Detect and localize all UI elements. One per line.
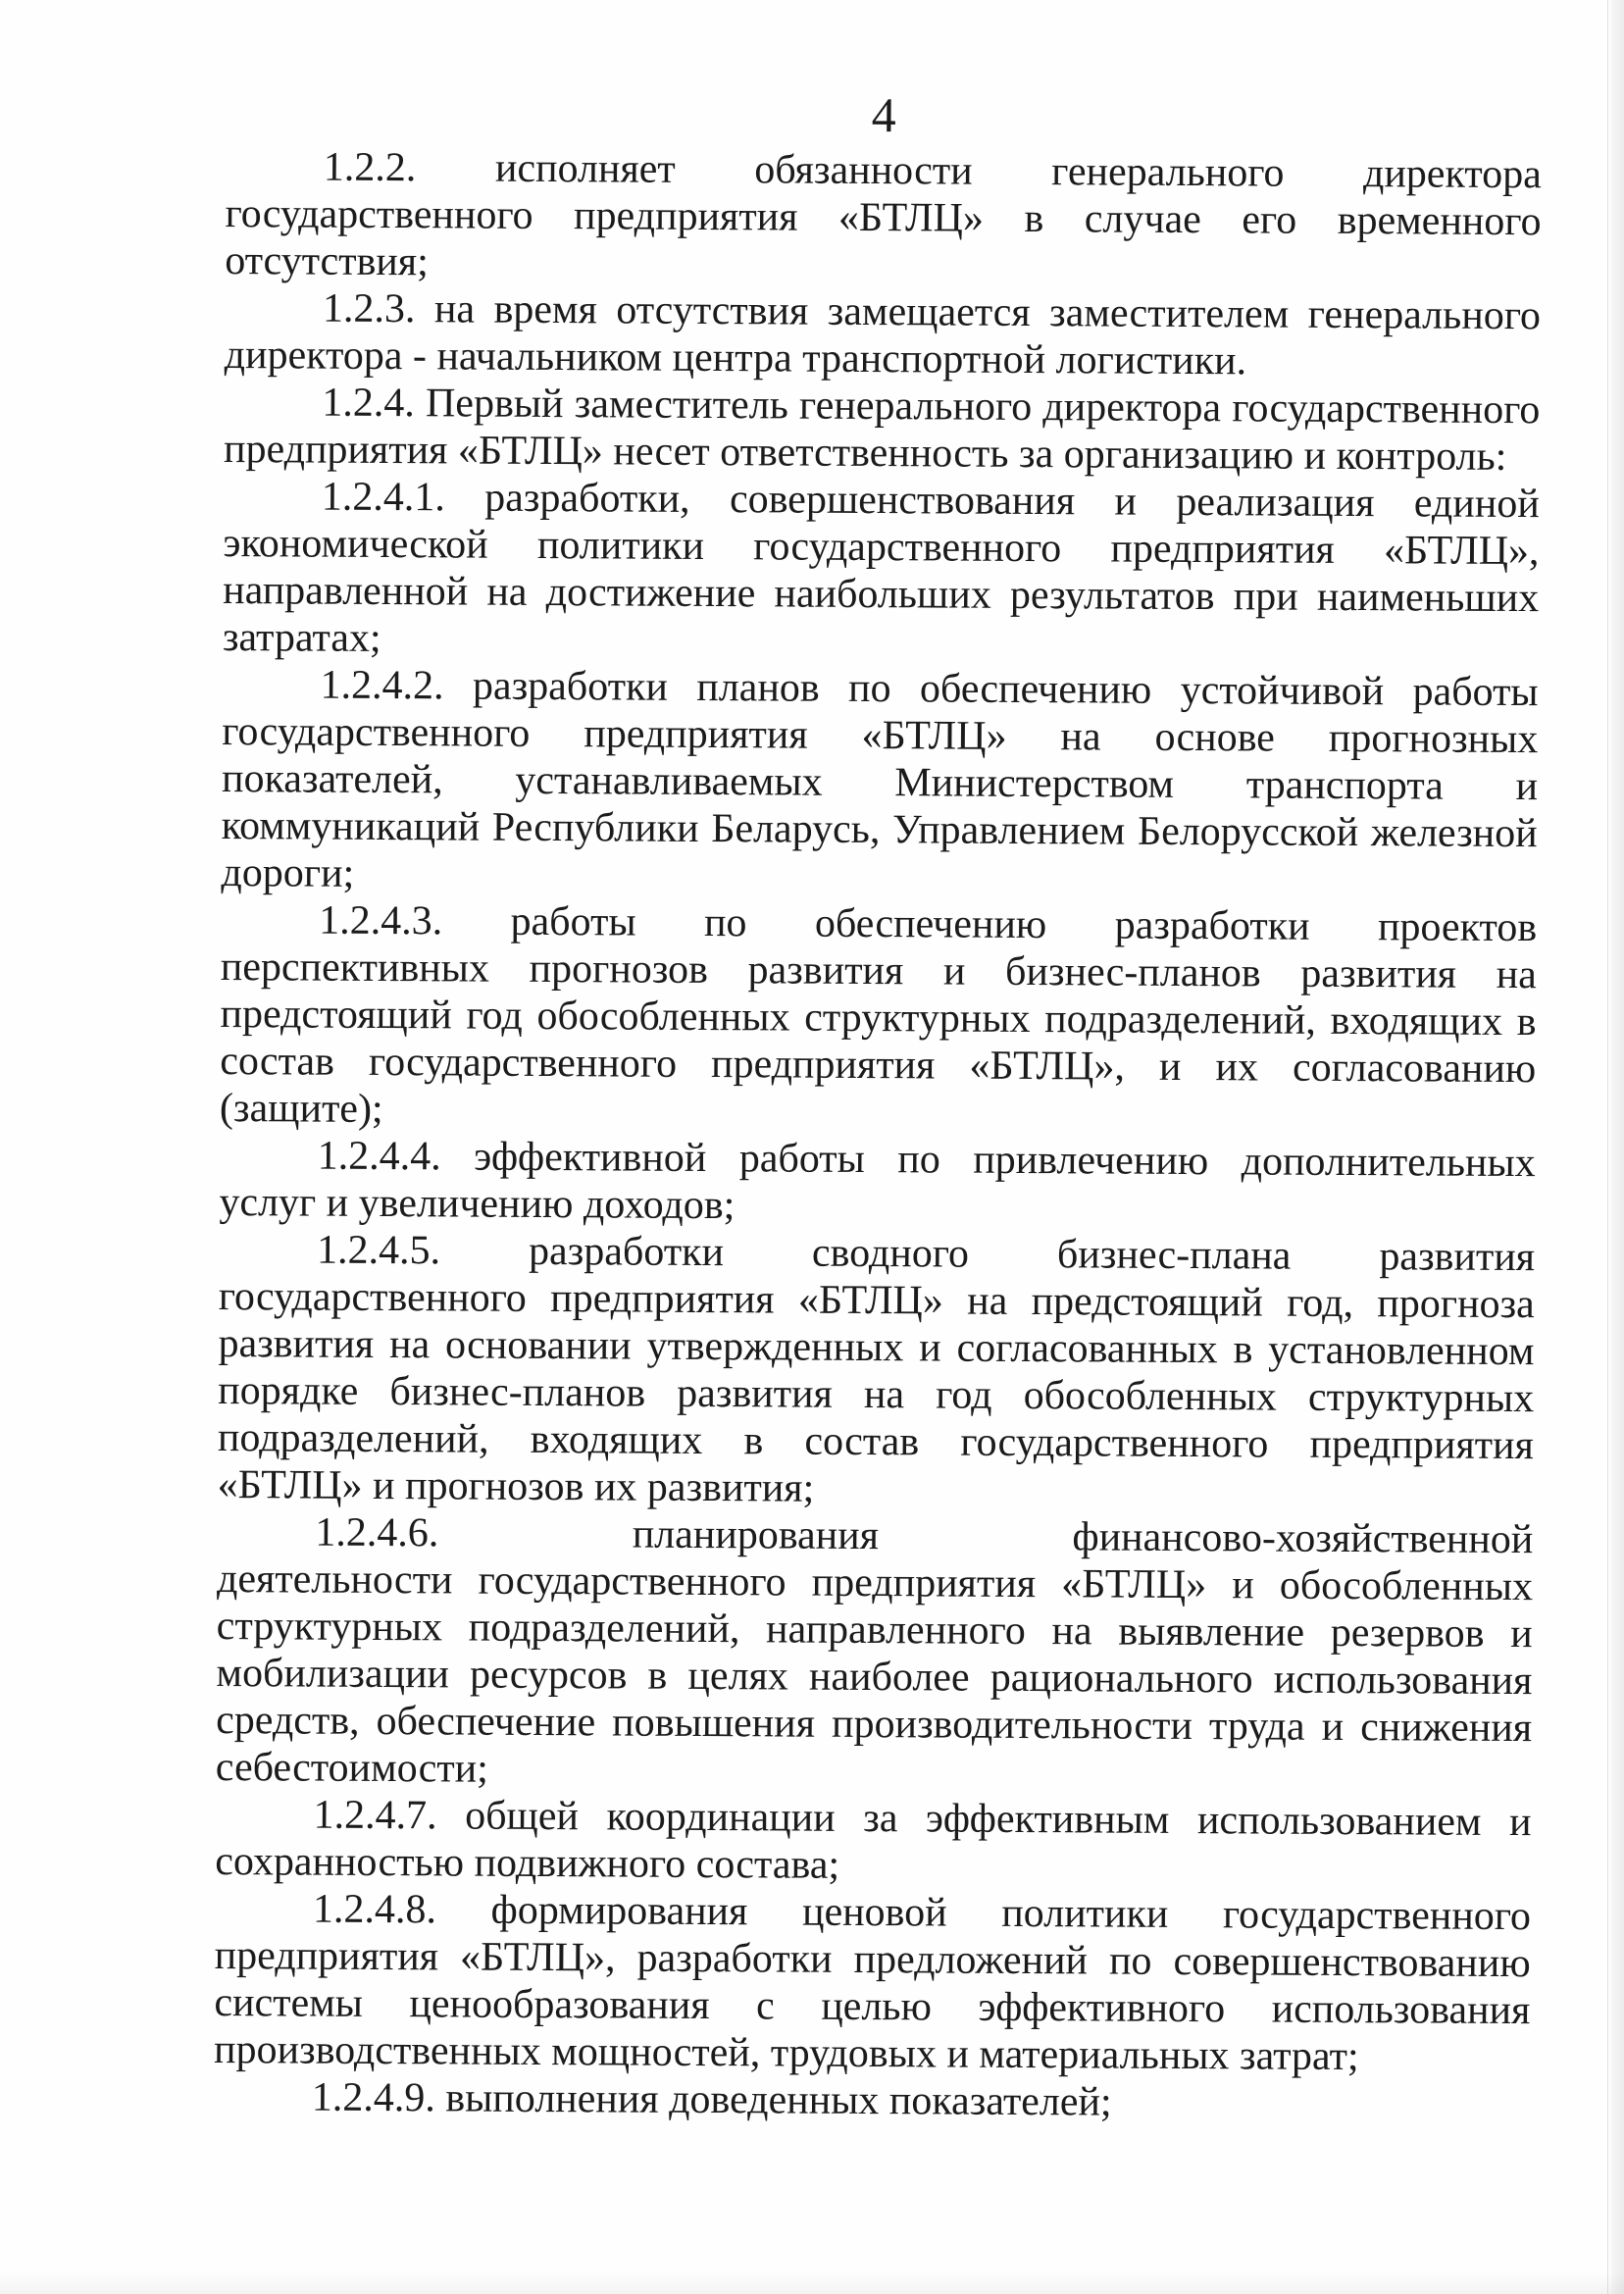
paragraph-1-2-3: [225, 284, 1542, 386]
text-line: 1.2.4.5. разработки сводного бизнес-плана развития: [316, 1227, 1536, 1281]
text-line: предприятия «БТЛЦ» несет ответственность за организацию и контроль:: [223, 426, 1507, 480]
paragraph-1-2-4-4: [219, 1132, 1536, 1234]
text-line: предстоящий год обособленных структурных подразделений, входящих в: [220, 991, 1537, 1045]
text-line: показателей, устанавливаемых Министерством транспорта и: [221, 755, 1539, 810]
page-number: 4: [871, 87, 896, 143]
text-line: 1.2.4.1. разработки, совершенствования и реализация единой: [321, 474, 1540, 528]
text-line: 1.2.4.6. планирования финансово-хозяйственной: [315, 1509, 1534, 1563]
text-line: коммуникаций Республики Беларусь, Управлением Белорусской железной: [221, 802, 1538, 857]
text-line: подразделений, входящих в состав государственного предприятия: [217, 1414, 1535, 1469]
scan-edge-artifact-right: [1607, 0, 1624, 2294]
paragraph-1-2-4-8: [214, 1885, 1531, 2081]
text-line: деятельности государственного предприятия «БТЛЦ» и обособленных: [216, 1555, 1534, 1610]
text-line: 1.2.4.3. работы по обеспечению разработки проектов: [319, 897, 1538, 951]
paragraph-1-2-4-1: [223, 473, 1540, 669]
text-line: 1.2.4.9. выполнения доведенных показателей;: [311, 2074, 1112, 2125]
paragraph-1-2-4-9: [214, 2073, 1530, 2128]
paragraph-1-2-4: [224, 379, 1541, 481]
paragraph-1-2-4-5: [217, 1226, 1535, 1516]
text-line: государственного предприятия «БТЛЦ» на предстоящий год, прогноза: [218, 1273, 1535, 1328]
paragraph-1-2-4-6: [216, 1508, 1534, 1799]
paragraph-1-2-4-7: [215, 1791, 1532, 1893]
text-line: 1.2.4.2. разработки планов по обеспечению устойчивой работы: [320, 662, 1539, 716]
text-line: экономической политики государственного предприятия «БТЛЦ»,: [223, 520, 1540, 575]
paragraph-1-2-2: [225, 143, 1542, 292]
text-line: 1.2.3. на время отсутствия замещается заместителем генерального: [322, 285, 1542, 339]
text-line: государственного предприятия «БТЛЦ» в случае его временного: [225, 190, 1542, 245]
paragraph-1-2-4-2: [221, 661, 1538, 904]
text-line: 1.2.4.4. эффективной работы по привлечению дополнительных: [317, 1133, 1536, 1187]
text-line: структурных подразделений, направленного на выявление резервов и: [216, 1603, 1533, 1657]
text-line: 1.2.2. исполняет обязанности генерального директора: [323, 144, 1542, 198]
text-line: 1.2.4. Первый заместитель генерального директора государственного: [322, 380, 1541, 433]
text-line: отсутствия;: [225, 237, 429, 285]
text-line: директора - начальником центра транспортной логистики.: [224, 331, 1247, 384]
text-line: состав государственного предприятия «БТЛЦ», и их согласованию: [220, 1038, 1537, 1093]
text-line: направленной на достижение наибольших результатов при наименьших: [223, 567, 1540, 622]
text-line: средств, обеспечение повышения производительности труда и снижения: [216, 1697, 1533, 1752]
text-line: государственного предприятия «БТЛЦ» на основе прогнозных: [222, 708, 1539, 763]
text-line: порядке бизнес-планов развития на год обособленных структурных: [218, 1367, 1535, 1422]
text-line: услуг и увеличению доходов;: [219, 1179, 736, 1229]
page-content: [213, 87, 1542, 2128]
text-line: затратах;: [222, 614, 381, 661]
text-line: (защите);: [219, 1085, 383, 1132]
text-line: перспективных прогнозов развития и бизнес-планов развития на: [220, 943, 1537, 998]
text-line: 1.2.4.8. формирования ценовой политики государственного: [312, 1886, 1532, 1940]
text-line: 1.2.4.7. общей координации за эффективным использованием и: [313, 1792, 1532, 1846]
text-line: дороги;: [221, 849, 355, 896]
paragraph-1-2-4-3: [220, 896, 1537, 1140]
text-line: предприятия «БТЛЦ», разработки предложений по совершенствованию: [214, 1932, 1531, 1987]
text-line: сохранностью подвижного состава;: [215, 1838, 840, 1888]
scan-edge-artifact-bottom: [0, 2272, 1624, 2294]
text-line: системы ценообразования с целью эффективного использования: [214, 1979, 1531, 2034]
text-line: производственных мощностей, трудовых и материальных затрат;: [213, 2026, 1359, 2080]
text-line: развития на основании утвержденных и согласованных в установленном: [218, 1320, 1535, 1375]
text-line: себестоимости;: [215, 1744, 489, 1792]
text-line: «БТЛЦ» и прогнозов их развития;: [217, 1461, 815, 1511]
text-line: мобилизации ресурсов в целях наиболее рационального использования: [216, 1650, 1533, 1705]
